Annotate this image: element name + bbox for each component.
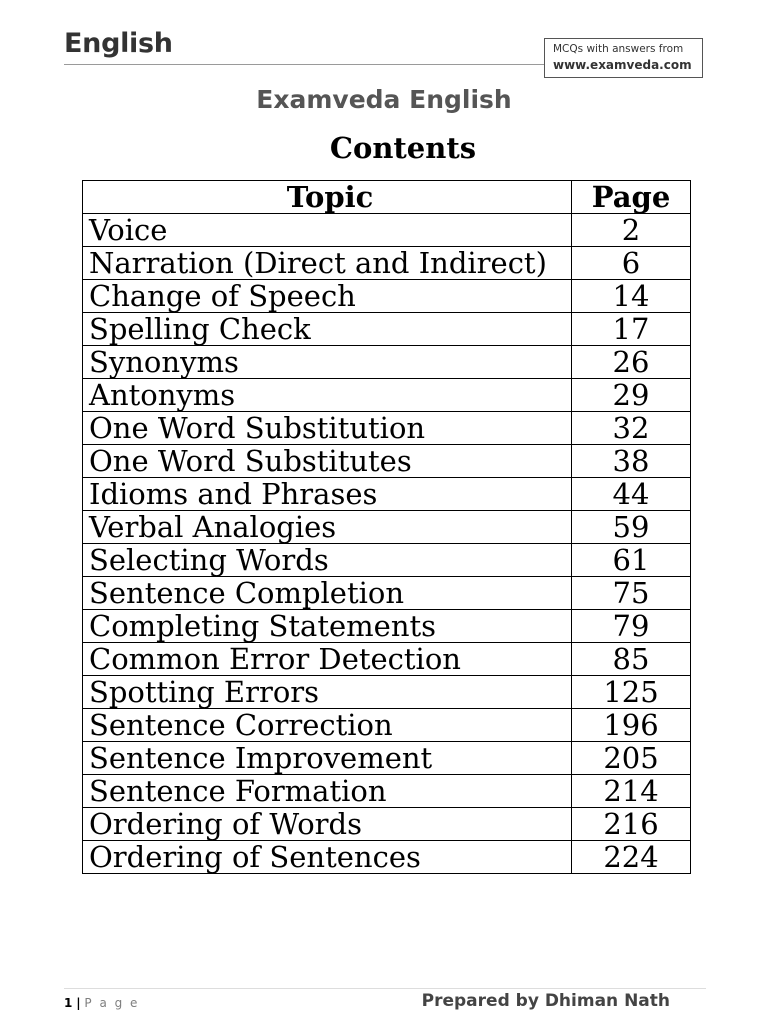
topic-cell: Sentence Completion — [83, 577, 572, 610]
footer-page-info — [64, 996, 139, 1010]
topic-cell: Verbal Analogies — [83, 511, 572, 544]
source-badge — [544, 38, 703, 78]
page-cell: 85 — [572, 643, 691, 676]
table-row — [83, 280, 691, 313]
page-cell: 224 — [572, 841, 691, 874]
topic-cell: Synonyms — [83, 346, 572, 379]
page-cell: 26 — [572, 346, 691, 379]
page-cell: 6 — [572, 247, 691, 280]
topic-cell: Spelling Check — [83, 313, 572, 346]
table-header-row — [83, 181, 691, 214]
page-cell: 216 — [572, 808, 691, 841]
table-row — [83, 643, 691, 676]
table-row — [83, 544, 691, 577]
column-header-topic: Topic — [83, 181, 572, 214]
table-row — [83, 808, 691, 841]
table-row — [83, 346, 691, 379]
topic-cell: Spotting Errors — [83, 676, 572, 709]
contents-heading: Contents — [329, 131, 477, 165]
topic-cell: Ordering of Words — [83, 808, 572, 841]
topic-cell: Completing Statements — [83, 610, 572, 643]
page-cell: 59 — [572, 511, 691, 544]
badge-caption: MCQs with answers from — [553, 43, 684, 55]
table-row — [83, 742, 691, 775]
topic-cell: One Word Substitutes — [83, 445, 572, 478]
table-row — [83, 313, 691, 346]
page-number: 1 — [64, 996, 73, 1010]
table-row — [83, 214, 691, 247]
table-row — [83, 676, 691, 709]
topic-cell: Common Error Detection — [83, 643, 572, 676]
page-cell: 214 — [572, 775, 691, 808]
topic-cell: Voice — [83, 214, 572, 247]
topic-cell: Idioms and Phrases — [83, 478, 572, 511]
table-row — [83, 577, 691, 610]
page-cell: 205 — [572, 742, 691, 775]
topic-cell: Selecting Words — [83, 544, 572, 577]
contents-table — [82, 180, 691, 874]
topic-cell: Sentence Formation — [83, 775, 572, 808]
page-cell: 125 — [572, 676, 691, 709]
topic-cell: Antonyms — [83, 379, 572, 412]
badge-url: www.examveda.com — [553, 58, 692, 72]
page-cell: 196 — [572, 709, 691, 742]
table-row — [83, 412, 691, 445]
topic-cell: Sentence Improvement — [83, 742, 572, 775]
footer-separator: | — [76, 996, 81, 1010]
table-row — [83, 379, 691, 412]
page-cell: 14 — [572, 280, 691, 313]
column-header-page: Page — [572, 181, 691, 214]
table-row — [83, 247, 691, 280]
table-row — [83, 478, 691, 511]
topic-cell: Narration (Direct and Indirect) — [83, 247, 572, 280]
table-row — [83, 709, 691, 742]
topic-cell: One Word Substitution — [83, 412, 572, 445]
header-title: English — [64, 28, 173, 59]
table-row — [83, 445, 691, 478]
table-body — [83, 214, 691, 874]
page-cell: 79 — [572, 610, 691, 643]
page-label: P a g e — [84, 996, 140, 1010]
topic-cell: Sentence Correction — [83, 709, 572, 742]
table-row — [83, 775, 691, 808]
topic-cell: Ordering of Sentences — [83, 841, 572, 874]
page-cell: 61 — [572, 544, 691, 577]
footer-divider — [64, 988, 706, 989]
page-cell: 17 — [572, 313, 691, 346]
page-cell: 32 — [572, 412, 691, 445]
page-cell: 38 — [572, 445, 691, 478]
page-cell: 29 — [572, 379, 691, 412]
topic-cell: Change of Speech — [83, 280, 572, 313]
page-cell: 44 — [572, 478, 691, 511]
prepared-by: Prepared by Dhiman Nath — [421, 991, 670, 1011]
table-row — [83, 511, 691, 544]
page-cell: 2 — [572, 214, 691, 247]
header-divider — [64, 64, 544, 65]
table-row — [83, 610, 691, 643]
document-subtitle: Examveda English — [256, 85, 512, 114]
page-cell: 75 — [572, 577, 691, 610]
table-row — [83, 841, 691, 874]
